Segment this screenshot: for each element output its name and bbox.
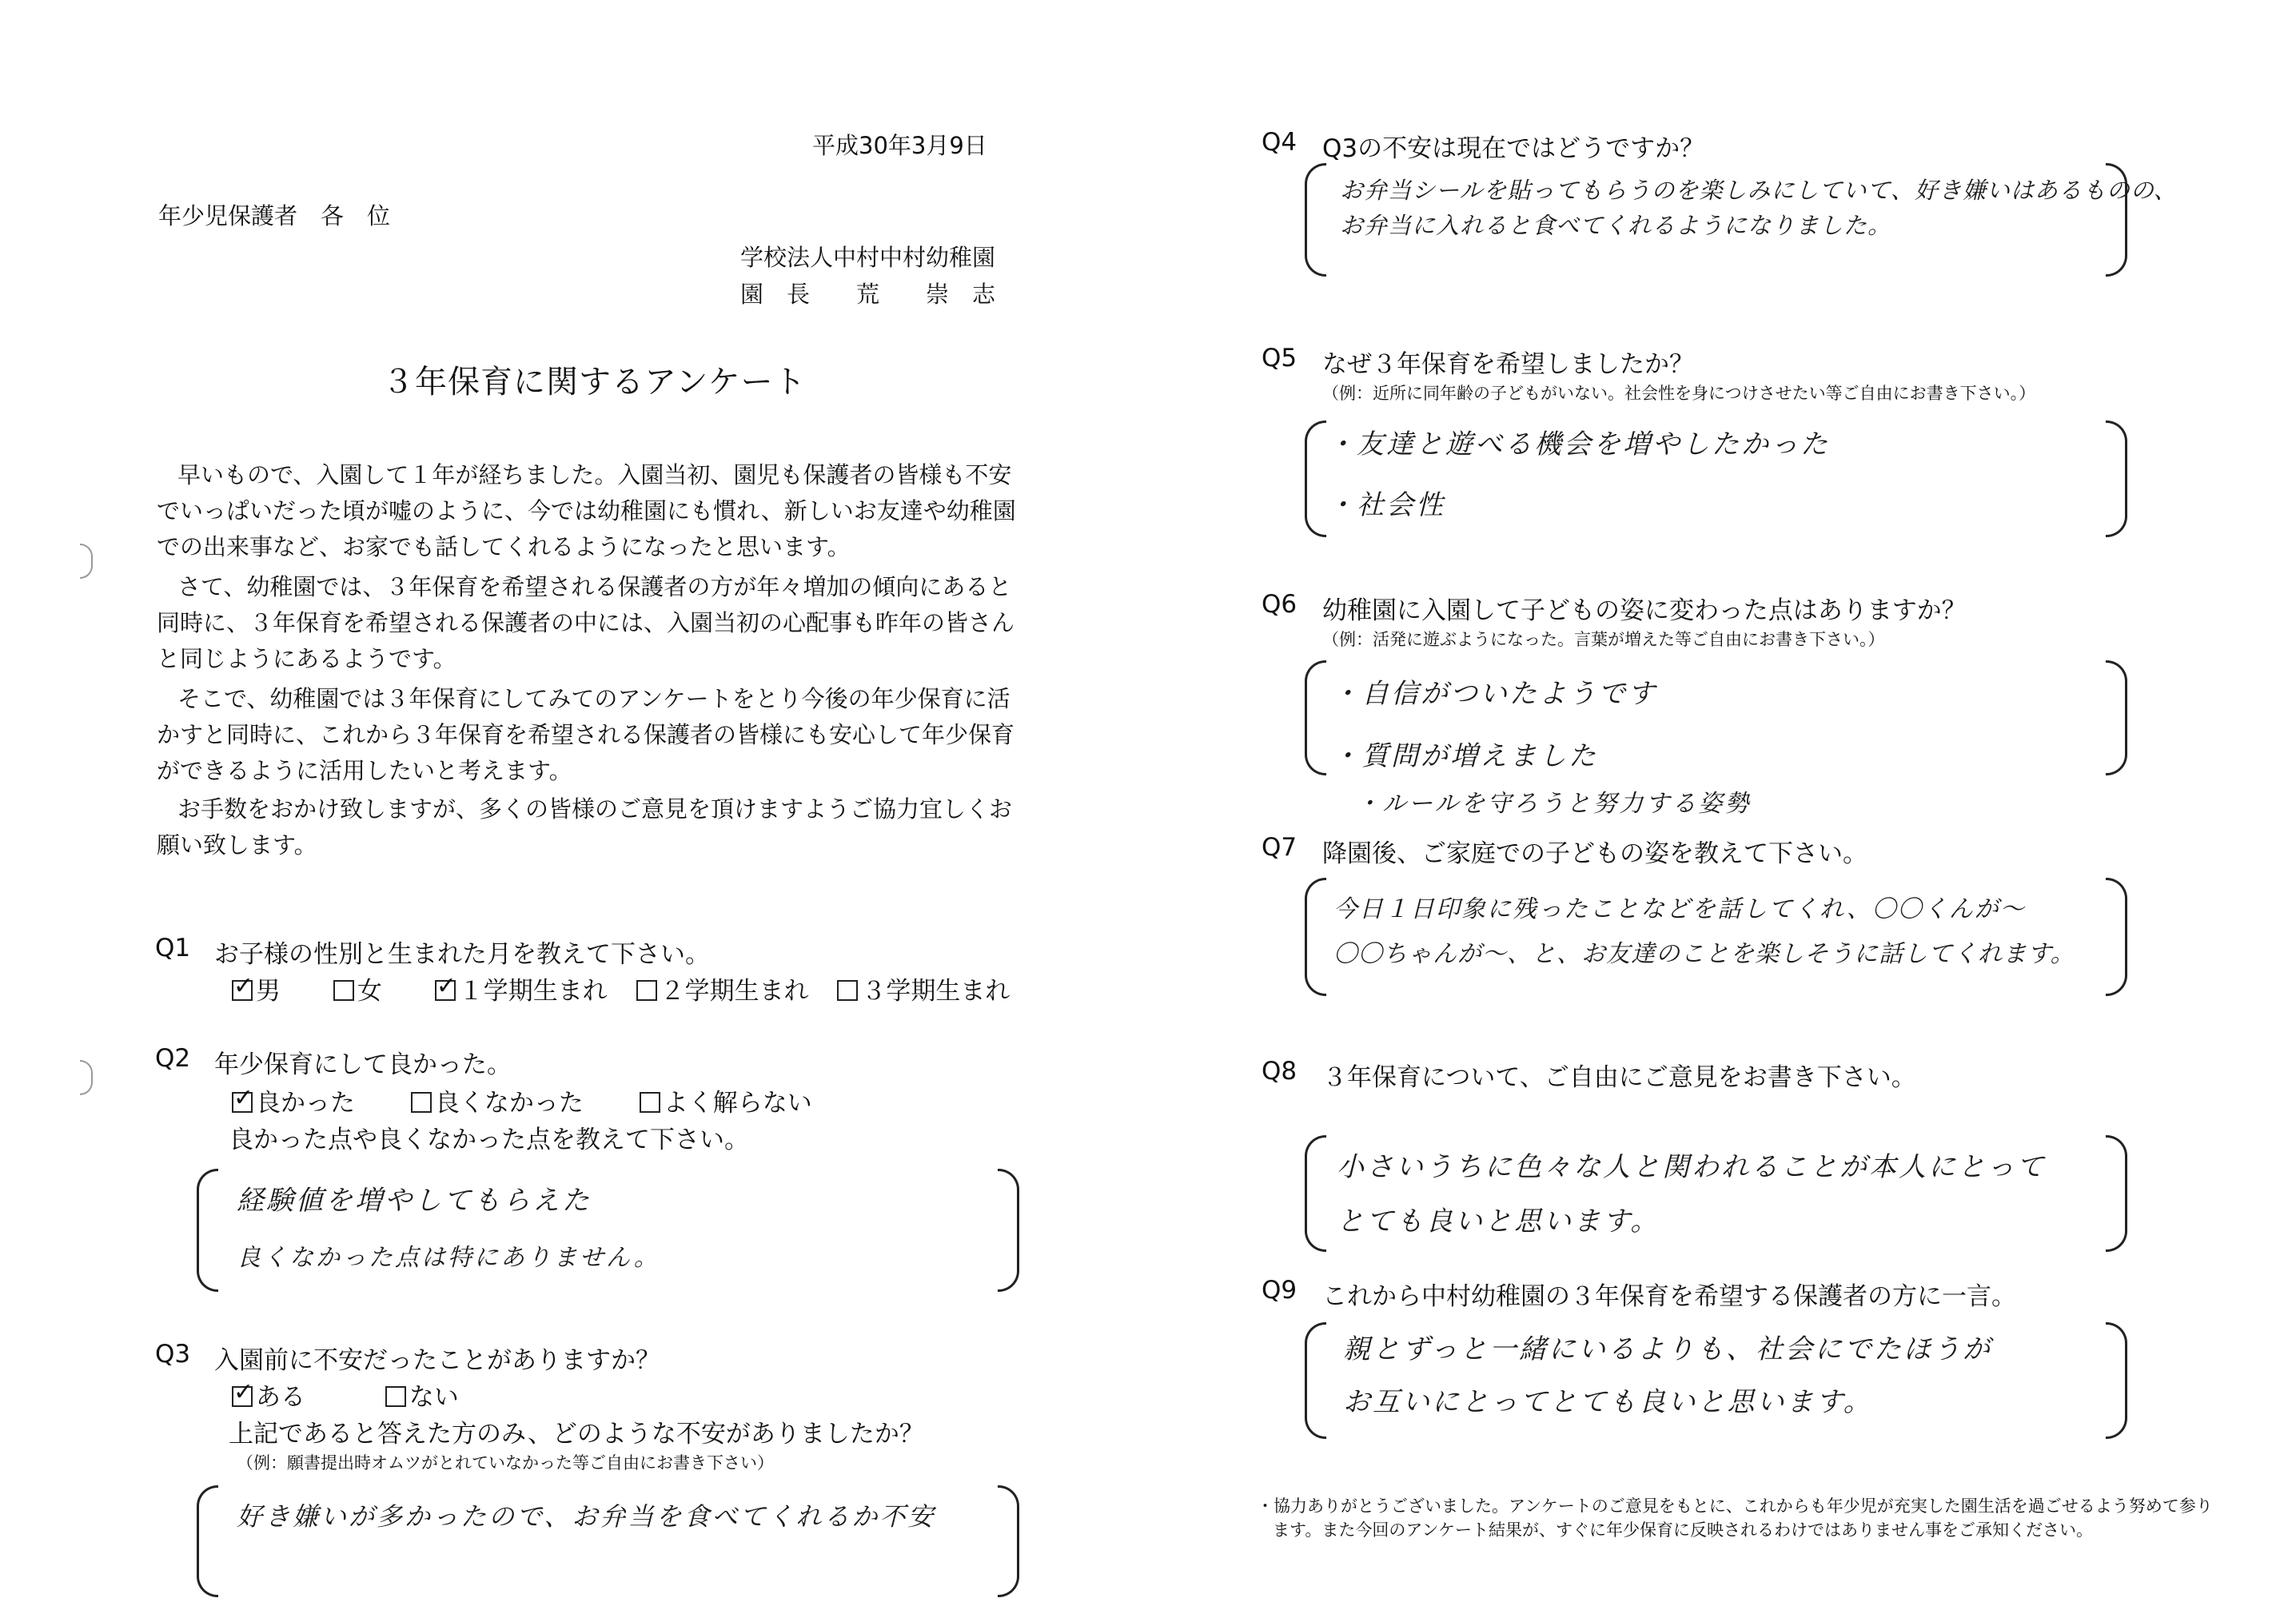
answer-bracket-left	[197, 1485, 218, 1597]
q6-number: Q6	[1262, 590, 1297, 619]
q1-number: Q1	[155, 934, 191, 962]
q2-answer-line: 良くなかった点は特にありません。	[237, 1244, 660, 1272]
q3-example: （例：願書提出時オムツがとれていなかった等ご自由にお書き下さい）	[237, 1453, 774, 1473]
q9-answer-line: 親とずっと一緒にいるよりも、社会にでたほうが	[1343, 1333, 1992, 1365]
checkbox-checked[interactable]	[232, 1092, 253, 1113]
document-date: 平成30年3月9日	[812, 132, 987, 159]
q2-option-not-good[interactable]: 良くなかった	[411, 1089, 584, 1118]
q6-answer-line: ・ルールを守ろうと努力する姿勢	[1356, 790, 1752, 818]
checkbox[interactable]	[411, 1092, 432, 1113]
q8-number: Q8	[1262, 1057, 1297, 1086]
page-title: ３年保育に関するアンケート	[382, 364, 807, 401]
answer-bracket-right	[2106, 1135, 2127, 1252]
q2-subquestion: 良かった点や良くなかった点を教えて下さい。	[229, 1126, 749, 1154]
q6-answer-line: ・自信がついたようです	[1332, 678, 1657, 710]
q2-option-good[interactable]: ✓良かった	[232, 1089, 355, 1118]
answer-bracket-left	[1305, 660, 1326, 775]
q3-number: Q3	[155, 1340, 191, 1369]
answer-bracket-left	[1305, 878, 1326, 996]
answer-bracket-right	[2106, 420, 2127, 537]
q4-answer-line: お弁当シールを貼ってもらうのを楽しみにしていて、好き嫌いはあるものの、	[1340, 177, 2178, 204]
q6-question: 幼稚園に入園して子どもの姿に変わった点はありますか？	[1322, 596, 1967, 625]
q5-question: なぜ３年保育を希望しましたか？	[1322, 350, 1694, 379]
q6-answer-line: ・質問が増えました	[1332, 740, 1598, 772]
q2-option-unsure[interactable]: よく解らない	[640, 1089, 812, 1118]
q1-option-term1[interactable]: ✓ １学期生まれ	[435, 977, 608, 1006]
answer-bracket-right	[2106, 660, 2127, 775]
q5-example: （例：近所に同年齢の子どもがいない。社会性を身につけさせたい等ご自由にお書き下さい。）	[1322, 384, 2036, 403]
intro-paragraph: そこで、幼稚園では３年保育にしてみてのアンケートをとり今後の年少保育に活かすと同時に、これから３年保育を希望される保護者の皆様にも安心して年少保育ができるように活用したいと考えます。	[157, 685, 1015, 784]
q4-number: Q4	[1262, 128, 1297, 157]
q1-question: お子様の性別と生まれた月を教えて下さい。	[214, 940, 710, 969]
q7-answer-line: 〇〇ちゃんが～、と、お友達のことを楽しそうに話してくれます。	[1333, 940, 2075, 968]
q5-answer-line: ・友達と遊べる機会を増やしたかった	[1327, 428, 1830, 460]
q6-example: （例：活発に遊ぶようになった。言葉が増えた等ご自由にお書き下さい。）	[1322, 630, 1885, 649]
q1-option-male[interactable]: ✓男	[232, 977, 281, 1006]
punch-hole-mark	[80, 1060, 93, 1095]
q9-number: Q9	[1262, 1276, 1297, 1305]
answer-bracket-right	[998, 1485, 1019, 1597]
q1-option-term3[interactable]: ３学期生まれ	[837, 977, 1010, 1006]
q2-number: Q2	[155, 1044, 191, 1073]
q2-question: 年少保育にして良かった。	[214, 1050, 512, 1079]
punch-hole-mark	[80, 544, 93, 579]
answer-bracket-right	[998, 1169, 1019, 1292]
q1-option-term2[interactable]: ２学期生まれ	[636, 977, 809, 1006]
footer-note-line: ・協力ありがとうございました。アンケートのご意見をもとに、これからも年少児が充実した園生活を過ごせるよう努めて参り	[1257, 1496, 2213, 1516]
intro-paragraph: お手数をおかけ致しますが、多くの皆様のご意見を頂けますようご協力宜しくお願い致します。	[157, 795, 1013, 859]
q7-answer-line: 今日１日印象に残ったことなどを話してくれ、〇〇くんが～	[1333, 895, 2026, 923]
q1-option-female[interactable]: 女	[333, 977, 382, 1006]
checkbox-checked[interactable]	[435, 980, 456, 1001]
q3-option-yes[interactable]: ✓ある	[232, 1383, 305, 1412]
q8-question: ３年保育について、ご自由にご意見をお書き下さい。	[1322, 1063, 1916, 1092]
answer-bracket-left	[197, 1169, 218, 1292]
footer-note-line: ます。また今回のアンケート結果が、すぐに年少保育に反映されるわけではありません事をご承知ください。	[1273, 1520, 2094, 1540]
answer-bracket-left	[1305, 163, 1326, 277]
q8-answer-line: とても良いと思います。	[1337, 1206, 1660, 1237]
q4-answer-line: お弁当に入れると食べてくれるようになりました。	[1340, 212, 1892, 239]
recipient-line: 年少児保護者 各 位	[158, 202, 391, 229]
intro-paragraph: さて、幼稚園では、３年保育を希望される保護者の方が年々増加の傾向にあると同時に、３年保育を希望される保護者の中には、入園当初の心配事も昨年の皆さんと同じようにあるようです。	[157, 573, 1015, 672]
q9-answer-line: お互いにとってとても良いと思います。	[1343, 1386, 1873, 1418]
checkbox[interactable]	[385, 1386, 406, 1407]
sender-name: 園 長 荒 崇 志	[740, 281, 996, 308]
checkbox-checked[interactable]	[232, 980, 253, 1001]
intro-paragraph: 早いもので、入園して１年が経ちました。入園当初、園児も保護者の皆様も不安でいっぱいだった頃が嘘のように、今では幼稚園にも慣れ、新しいお友達や幼稚園での出来事など、お家でも話してくれるようになったと思います。	[157, 461, 1016, 560]
answer-bracket-right	[2106, 878, 2127, 996]
answer-bracket-right	[2106, 1322, 2127, 1439]
q9-question: これから中村幼稚園の３年保育を希望する保護者の方に一言。	[1322, 1282, 2016, 1311]
answer-bracket-left	[1305, 420, 1326, 537]
q7-number: Q7	[1262, 833, 1297, 862]
checkbox[interactable]	[636, 980, 657, 1001]
q2-options	[232, 1082, 812, 1118]
q5-number: Q5	[1262, 344, 1297, 373]
q3-option-no[interactable]: ない	[385, 1383, 459, 1412]
q3-options	[232, 1377, 459, 1413]
q8-answer-line: 小さいうちに色々な人と関われることが本人にとって	[1337, 1151, 2047, 1183]
sender-org: 学校法人中村中村幼稚園	[740, 244, 996, 271]
checkbox[interactable]	[640, 1092, 660, 1113]
q5-answer-line: ・社会性	[1327, 489, 1445, 521]
q2-answer-line: 経験値を増やしてもらえた	[237, 1185, 592, 1217]
answer-bracket-left	[1305, 1322, 1326, 1439]
q4-question: Q3の不安は現在ではどうですか？	[1322, 134, 1705, 163]
q1-options	[232, 970, 1010, 1006]
checkbox[interactable]	[333, 980, 354, 1001]
q3-subquestion: 上記であると答えた方のみ、どのような不安がありましたか？	[229, 1420, 924, 1449]
q3-question: 入園前に不安だったことがありますか？	[214, 1346, 660, 1375]
q3-answer-line: 好き嫌いが多かったので、お弁当を食べてくれるか不安	[237, 1501, 936, 1532]
checkbox[interactable]	[837, 980, 858, 1001]
checkbox-checked[interactable]	[232, 1386, 253, 1407]
answer-bracket-left	[1305, 1135, 1326, 1252]
q7-question: 降園後、ご家庭での子どもの姿を教えて下さい。	[1322, 839, 1867, 868]
